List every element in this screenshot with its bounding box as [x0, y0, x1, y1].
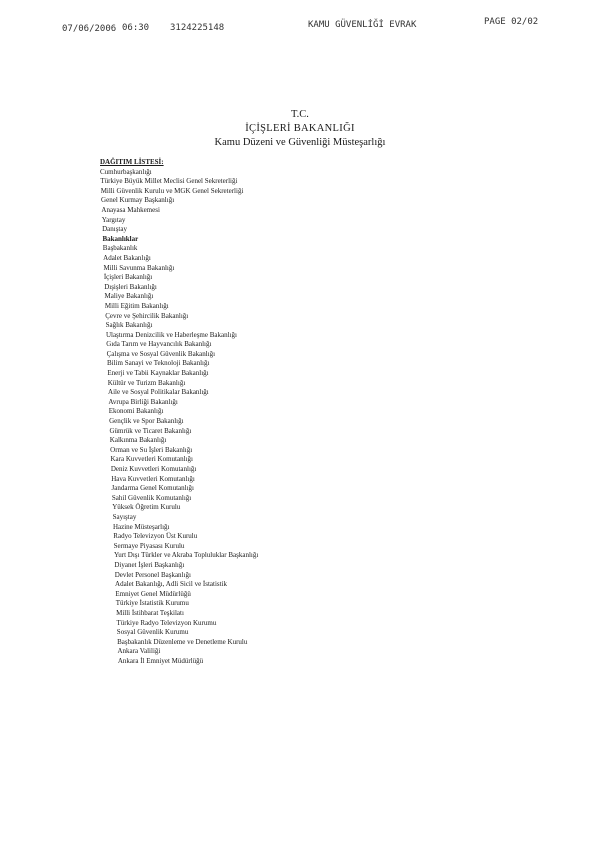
fax-time: 06:30	[122, 23, 150, 33]
list-item: Orman ve Su İşleri Bakanlığı	[110, 445, 193, 454]
list-item: Enerji ve Tabii Kaynaklar Bakanlığı	[107, 369, 209, 378]
list-item: Emniyet Genel Müdürlüğü	[115, 589, 191, 598]
list-item: Çalışma ve Sosyal Güvenlik Bakanlığı	[106, 349, 216, 358]
list-item: Başbakanlık	[102, 244, 138, 253]
fax-header	[0, 14, 600, 34]
ministry-name: İÇİŞLERİ BAKANLIĞI	[245, 123, 355, 134]
list-item: Kalkınma Bakanlığı	[109, 436, 167, 445]
list-item: Genel Kurmay Başkanlığı	[101, 196, 175, 205]
list-item: Milli Güvenlik Kurulu ve MGK Genel Sekreterliği	[100, 186, 244, 195]
letterhead	[180, 108, 420, 150]
list-item: Diyanet İşleri Başkanlığı	[114, 560, 185, 569]
list-item: Aile ve Sosyal Politikalar Bakanlığı	[108, 388, 209, 397]
list-item: Sermaye Piyasası Kurulu	[113, 541, 185, 550]
list-item: Kültür ve Turizm Bakanlığı	[107, 378, 186, 387]
list-item: Avrupa Birliği Bakanlığı	[108, 397, 178, 406]
list-item: Yargıtay	[101, 215, 126, 224]
list-item: Anayasa Mahkemesi	[101, 205, 160, 214]
list-item: Milli Savunma Bakanlığı	[103, 263, 175, 272]
distribution-list	[100, 158, 420, 666]
list-item: Jandarma Genel Komutanlığı	[111, 484, 194, 493]
list-item: Milli Eğitim Bakanlığı	[104, 301, 169, 310]
list-item: Devlet Personel Başkanlığı	[114, 570, 191, 579]
list-item: Cumhurbaşkanlığı	[100, 167, 152, 176]
list-item: Gıda Tarım ve Hayvancılık Bakanlığı	[106, 340, 212, 349]
list-item: Sayıştay	[112, 512, 137, 521]
list-item: Sağlık Bakanlığı	[105, 321, 153, 330]
distribution-title: DAĞITIM LİSTESİ:	[100, 158, 164, 166]
list-item: Maliye Bakanlığı	[104, 292, 154, 301]
fax-page-number: PAGE 02/02	[484, 17, 539, 27]
list-item: Adalet Bakanlığı	[103, 253, 151, 262]
list-item: Başbakanlık Düzenleme ve Denetleme Kurulu	[117, 637, 248, 646]
list-item: Ulaştırma Denizcilik ve Haberleşme Bakanlığı	[105, 330, 237, 339]
list-item: Kara Kuvvetleri Komutanlığı	[110, 455, 193, 464]
distribution-items	[100, 168, 420, 667]
list-item: Gençlik ve Spor Bakanlığı	[109, 417, 184, 426]
list-item: Ankara Valiliği	[117, 647, 161, 656]
fax-sender: KAMU GÜVENLİĞİ EVRAK	[308, 20, 417, 30]
list-item: Çevre ve Şehircilik Bakanlığı	[105, 311, 189, 320]
list-item: Yurt Dışı Türkler ve Akraba Topluluklar Başkanlığı	[114, 551, 259, 560]
list-item: Radyo Televizyon Üst Kurulu	[113, 532, 198, 541]
fax-number: 3124225148	[170, 23, 225, 33]
list-item: Bilim Sanayi ve Teknoloji Bakanlığı	[107, 359, 210, 368]
list-item: Hava Kuvvetleri Komutanlığı	[111, 474, 195, 483]
list-item: Ankara İl Emniyet Müdürlüğü	[117, 656, 204, 665]
list-item: Deniz Kuvvetleri Komutanlığı	[110, 465, 197, 473]
list-item: Türkiye Büyük Millet Meclisi Genel Sekreterliği	[100, 177, 238, 186]
list-item: Türkiye İstatistik Kurumu	[115, 599, 189, 608]
undersecretariat-name: Kamu Düzeni ve Güvenliği Müsteşarlığı	[214, 137, 386, 148]
list-item: Dışişleri Bakanlığı	[104, 282, 157, 291]
list-item: Hazine Müsteşarlığı	[112, 522, 170, 531]
list-item: Gümrük ve Ticaret Bakanlığı	[109, 426, 192, 435]
list-item: Yüksek Öğretim Kurulu	[112, 503, 181, 512]
list-item: Ekonomi Bakanlığı	[108, 407, 164, 416]
list-item: Milli İstihbarat Teşkilatı	[116, 608, 184, 617]
list-item: Sosyal Güvenlik Kurumu	[116, 628, 189, 637]
country-abbreviation: T.C.	[291, 109, 309, 120]
list-item: Bakanlıklar	[102, 234, 139, 243]
list-item: Danıştay	[102, 225, 127, 234]
list-item: Türkiye Radyo Televizyon Kurumu	[116, 618, 217, 627]
list-item: Adalet Bakanlığı, Adli Sicil ve İstatistik	[115, 580, 228, 589]
list-item: Sahil Güvenlik Komutanlığı	[111, 493, 192, 502]
fax-date: 07/06/2006	[62, 24, 117, 34]
list-item: İçişleri Bakanlığı	[103, 273, 153, 282]
